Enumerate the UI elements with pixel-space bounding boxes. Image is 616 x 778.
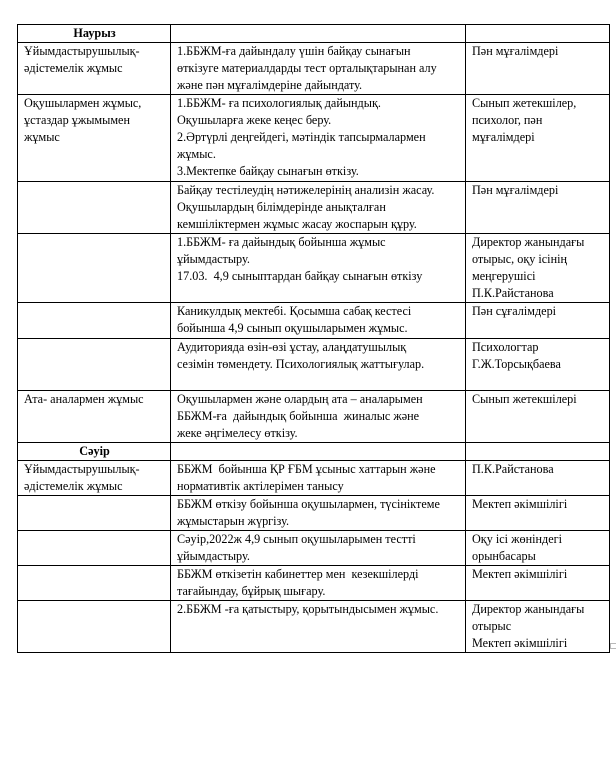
table-row bbox=[18, 339, 610, 391]
plan-table-body bbox=[18, 25, 610, 653]
activity-text-line: 2.ББЖМ -ға қатыстыру, қорытындысымен жұмыс. bbox=[177, 602, 439, 616]
activity-text-line: ББЖМ өткізетін кабинеттер мен кезекшілерді bbox=[177, 567, 419, 581]
activity-text-line: және пән мұғалімдеріне дайындату. bbox=[177, 78, 363, 92]
activity-text-line: Сәуір,2022ж 4,9 сынып оқушыларымен тестті bbox=[177, 532, 416, 546]
responsible-text-line: Психологтар bbox=[472, 340, 539, 354]
activity-text-line: ББЖМ өткізу бойынша оқушылармен, түсініктеме bbox=[177, 497, 440, 511]
responsible-text-line: орынбасары bbox=[472, 549, 536, 563]
activity-text-line: ұйымдастыру. bbox=[177, 549, 250, 563]
table-row bbox=[18, 566, 610, 601]
table-row bbox=[18, 303, 610, 339]
month-title: Наурыз bbox=[18, 25, 171, 43]
responsible-cell bbox=[466, 566, 610, 601]
area-text-line: Ата- аналармен жұмыс bbox=[24, 392, 144, 406]
table-resize-handle[interactable] bbox=[610, 643, 616, 649]
responsible-text-line: меңгерушісі bbox=[472, 269, 536, 283]
month-header-row bbox=[18, 25, 610, 43]
activity-cell bbox=[171, 496, 466, 531]
table-row bbox=[18, 43, 610, 95]
activity-text-line: Байқау тестілеудің нәтижелерінің анализін жасау. bbox=[177, 183, 435, 197]
area-cell bbox=[18, 566, 171, 601]
activity-cell bbox=[171, 303, 466, 339]
table-row bbox=[18, 182, 610, 234]
area-cell bbox=[18, 531, 171, 566]
activity-text-line: 1.ББЖМ-ға дайындалу үшін байқау сынағын bbox=[177, 44, 411, 58]
month-header-empty-responsible bbox=[466, 25, 610, 43]
responsible-text-line: Сынып жетекшілері bbox=[472, 392, 577, 406]
activity-text-line: Оқушылардың білімдерінде анықталған bbox=[177, 200, 386, 214]
area-cell bbox=[18, 461, 171, 496]
responsible-text-line: Директор жанындағы bbox=[472, 235, 585, 249]
area-cell bbox=[18, 391, 171, 443]
area-cell bbox=[18, 95, 171, 182]
activity-cell bbox=[171, 461, 466, 496]
responsible-cell bbox=[466, 391, 610, 443]
table-row bbox=[18, 496, 610, 531]
area-cell bbox=[18, 601, 171, 653]
area-cell bbox=[18, 339, 171, 391]
activity-text-line: нормативтік актілерімен танысу bbox=[177, 479, 344, 493]
month-header-empty-activity bbox=[171, 443, 466, 461]
activity-cell bbox=[171, 531, 466, 566]
responsible-text-line: мұғалімдері bbox=[472, 130, 535, 144]
activity-text-line: ББЖМ бойынша ҚР ҒБМ ұсыныс хаттарын және bbox=[177, 462, 436, 476]
activity-text-line: өткізуге материалдарды тест орталықтарынан алу bbox=[177, 61, 437, 75]
area-cell bbox=[18, 182, 171, 234]
responsible-cell bbox=[466, 43, 610, 95]
activity-cell bbox=[171, 234, 466, 303]
table-row bbox=[18, 234, 610, 303]
activity-text-line: 1.ББЖМ- ға дайындық бойынша жұмыс bbox=[177, 235, 386, 249]
table-row bbox=[18, 391, 610, 443]
responsible-text-line: Мектеп әкімшілігі bbox=[472, 636, 568, 650]
responsible-text-line: Мектеп әкімшілігі bbox=[472, 497, 568, 511]
activity-text-line: бойынша 4,9 сынып оқушыларымен жұмыс. bbox=[177, 321, 408, 335]
activity-text-line: жұмыс. bbox=[177, 147, 216, 161]
area-text-line: әдістемелік жұмыс bbox=[24, 479, 123, 493]
area-cell bbox=[18, 303, 171, 339]
activity-text-line: жеке әңгімелесу өткізу. bbox=[177, 426, 298, 440]
activity-text-line: 3.Мектепке байқау сынағын өткізу. bbox=[177, 164, 359, 178]
activity-cell bbox=[171, 43, 466, 95]
table-row bbox=[18, 95, 610, 182]
activity-text-line: ББЖМ-ға дайындық бойынша жиналыс және bbox=[177, 409, 420, 423]
activity-text-line: тағайындау, бұйрық шығару. bbox=[177, 584, 326, 598]
activity-text-line: сезімін төмендету. Психологиялық жаттығулар. bbox=[177, 357, 425, 371]
responsible-text-line: Пән мұғалімдері bbox=[472, 44, 559, 58]
activity-text-line: Каникулдық мектебі. Қосымша сабақ кестесі bbox=[177, 304, 412, 318]
responsible-cell bbox=[466, 496, 610, 531]
activity-cell bbox=[171, 391, 466, 443]
area-text-line: әдістемелік жұмыс bbox=[24, 61, 123, 75]
responsible-text-line: Директор жанындағы bbox=[472, 602, 585, 616]
table-row bbox=[18, 531, 610, 566]
responsible-text-line: Сынып жетекшілер, bbox=[472, 96, 577, 110]
table-row bbox=[18, 461, 610, 496]
responsible-text-line: Пән сұғалімдері bbox=[472, 304, 557, 318]
area-text-line: Оқушылармен жұмыс, bbox=[24, 96, 142, 110]
activity-text-line: 2.Әртүрлі деңгейдегі, мәтіндік тапсырмалармен bbox=[177, 130, 426, 144]
responsible-text-line: Г.Ж.Торсықбаева bbox=[472, 357, 561, 371]
activity-cell bbox=[171, 95, 466, 182]
activity-text-line: Оқушылармен және олардың ата – аналарымен bbox=[177, 392, 423, 406]
activity-text-line: ұйымдастыру. bbox=[177, 252, 250, 266]
responsible-text-line: П.К.Райстанова bbox=[472, 286, 554, 300]
area-cell bbox=[18, 496, 171, 531]
activity-text-line: кемшіліктермен жұмыс жасау жоспарын құру. bbox=[177, 217, 417, 231]
responsible-cell bbox=[466, 234, 610, 303]
responsible-text-line: отырыс bbox=[472, 619, 512, 633]
responsible-cell bbox=[466, 95, 610, 182]
activity-cell bbox=[171, 339, 466, 391]
responsible-text-line: отырыс, оқу ісінің bbox=[472, 252, 568, 266]
month-title: Сәуір bbox=[18, 443, 171, 461]
area-text-line: Ұйымдастырушылық- bbox=[24, 44, 140, 58]
area-text-line: Ұйымдастырушылық- bbox=[24, 462, 140, 476]
month-header-empty-activity bbox=[171, 25, 466, 43]
activity-text-line: Аудиторияда өзін-өзі ұстау, алаңдатушылық bbox=[177, 340, 407, 354]
plan-table bbox=[17, 24, 610, 653]
responsible-text-line: Пән мұғалімдері bbox=[472, 183, 559, 197]
activity-cell bbox=[171, 182, 466, 234]
responsible-text-line: Мектеп әкімшілігі bbox=[472, 567, 568, 581]
area-text-line: ұстаздар ұжымымен bbox=[24, 113, 130, 127]
responsible-cell bbox=[466, 303, 610, 339]
responsible-cell bbox=[466, 601, 610, 653]
responsible-cell bbox=[466, 339, 610, 391]
activity-cell bbox=[171, 566, 466, 601]
table-row bbox=[18, 601, 610, 653]
area-text-line: жұмыс bbox=[24, 130, 60, 144]
responsible-cell bbox=[466, 461, 610, 496]
month-header-row bbox=[18, 443, 610, 461]
responsible-cell bbox=[466, 531, 610, 566]
activity-text-line: Оқушыларға жеке кеңес беру. bbox=[177, 113, 332, 127]
activity-text-line: 17.03. 4,9 сыныптардан байқау сынағын өткізу bbox=[177, 269, 423, 283]
responsible-cell bbox=[466, 182, 610, 234]
area-cell bbox=[18, 234, 171, 303]
responsible-text-line: Оқу ісі жөніндегі bbox=[472, 532, 563, 546]
area-cell bbox=[18, 43, 171, 95]
responsible-text-line: психолог, пән bbox=[472, 113, 543, 127]
activity-text-line: жұмыстарын жүргізу. bbox=[177, 514, 290, 528]
activity-text-line: 1.ББЖМ- ға психологиялық дайындық. bbox=[177, 96, 381, 110]
activity-cell bbox=[171, 601, 466, 653]
responsible-text-line: П.К.Райстанова bbox=[472, 462, 554, 476]
month-header-empty-responsible bbox=[466, 443, 610, 461]
